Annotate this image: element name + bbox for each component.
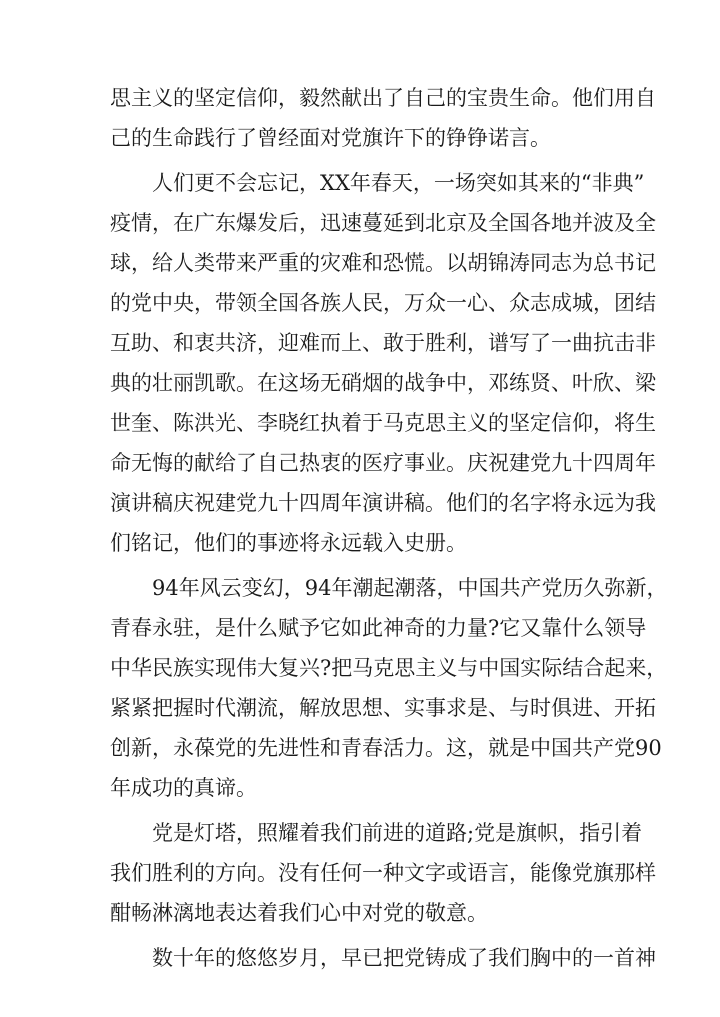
text-line: 世奎、陈洪光、李晓红执着于马克思主义的坚定信仰，将生: [110, 411, 656, 435]
text-line: 们铭记，他们的事迹将永远载入史册。: [110, 531, 467, 555]
paragraph-first-line: 党是灯塔，照耀着我们前进的道路;党是旗帜，指引着: [152, 821, 643, 845]
text-line: 青春永驻，是什么赋予它如此神奇的力量?它又靠什么领导: [110, 616, 647, 640]
text-line: 疫情，在广东爆发后，迅速蔓延到北京及全国各地并波及全: [110, 211, 656, 235]
paragraph-first-line: 94年风云变幻，94年潮起潮落，中国共产党历久弥新，: [152, 576, 668, 600]
text-line: 酣畅淋漓地表达着我们心中对党的敬意。: [110, 901, 488, 925]
text-line: 年成功的真谛。: [110, 776, 257, 800]
text-line: 创新，永葆党的先进性和青春活力。这，就是中国共产党90: [110, 736, 662, 760]
paragraph-first-line: 人们更不会忘记，XX年春天，一场突如其来的“非典”: [152, 171, 645, 195]
paragraph-first-line: 数十年的悠悠岁月，早已把党铸成了我们胸中的一首神: [152, 946, 656, 970]
text-line: 紧紧把握时代潮流，解放思想、实事求是、与时俱进、开拓: [110, 696, 656, 720]
text-line: 中华民族实现伟大复兴?把马克思主义与中国实际结合起来，: [110, 656, 668, 680]
text-line: 己的生命践行了曾经面对党旗许下的铮铮诺言。: [110, 126, 551, 150]
text-line: 典的壮丽凯歌。在这场无硝烟的战争中，邓练贤、叶欣、梁: [110, 371, 656, 395]
text-line: 命无悔的献给了自己热衷的医疗事业。庆祝建党九十四周年: [110, 451, 656, 475]
text-line: 思主义的坚定信仰，毅然献出了自己的宝贵生命。他们用自: [110, 86, 656, 110]
text-line: 球，给人类带来严重的灾难和恐慌。以胡锦涛同志为总书记: [110, 251, 656, 275]
text-line: 我们胜利的方向。没有任何一种文字或语言，能像党旗那样: [110, 861, 656, 885]
text-line: 演讲稿庆祝建党九十四周年演讲稿。他们的名字将永远为我: [110, 491, 656, 515]
text-line: 的党中央，带领全国各族人民，万众一心、众志成城，团结: [110, 291, 656, 315]
text-line: 互助、和衷共济，迎难而上、敢于胜利，谱写了一曲抗击非: [110, 331, 656, 355]
